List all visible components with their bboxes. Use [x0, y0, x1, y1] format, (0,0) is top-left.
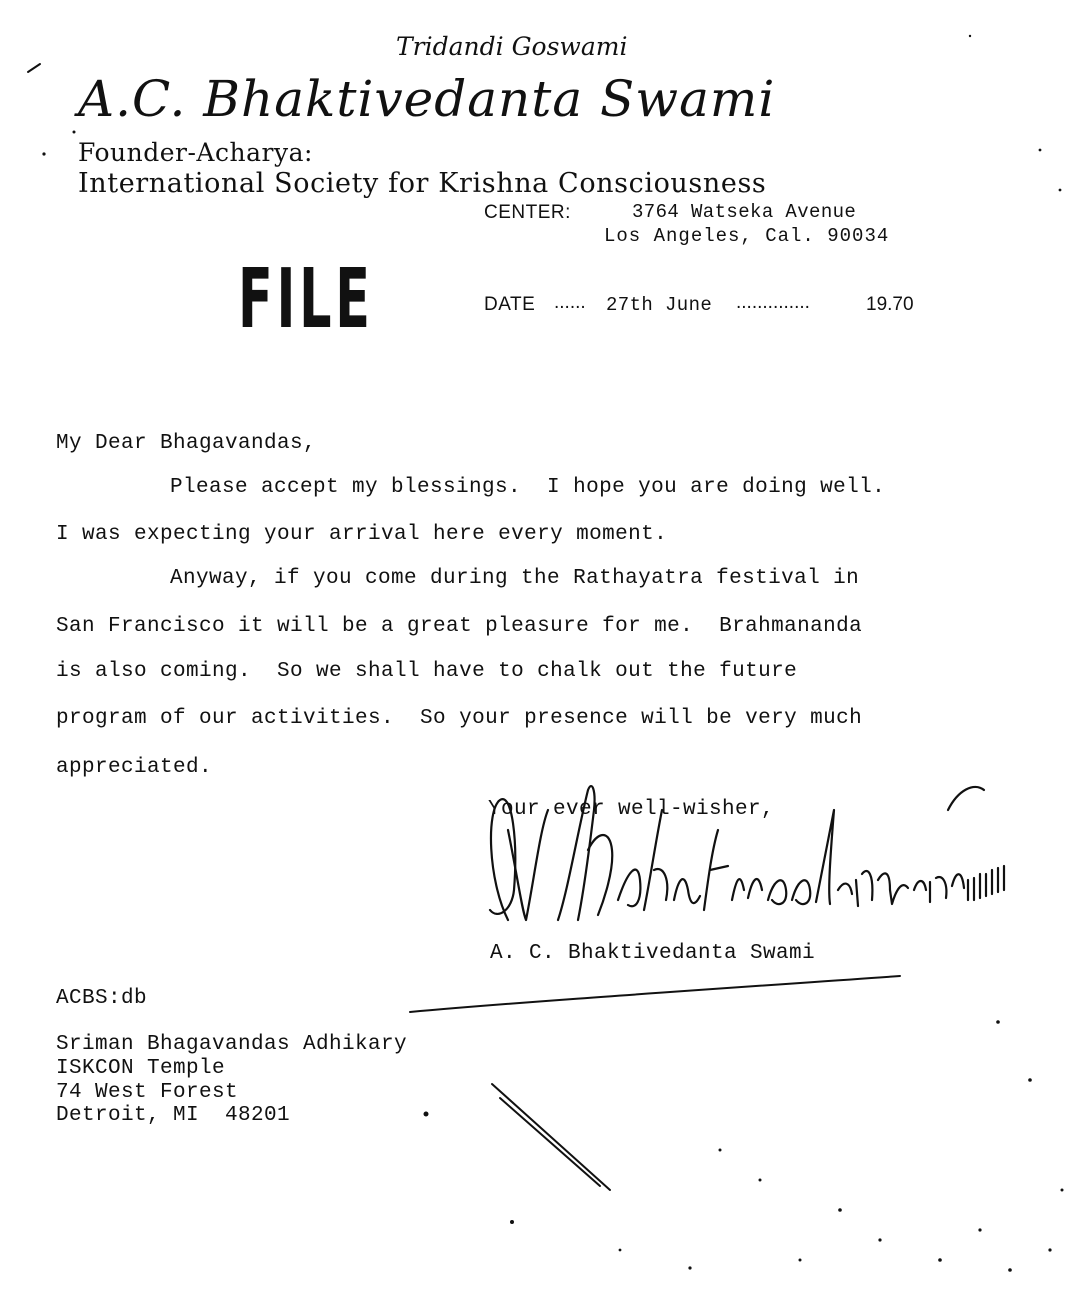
recipient-line2: ISKCON Temple [56, 1057, 226, 1080]
signer-name: A. C. Bhaktivedanta Swami [490, 942, 816, 965]
letterhead-name: A.C. Bhaktivedanta Swami [78, 70, 776, 128]
body-line: is also coming. So we shall have to chalk out the future [56, 660, 798, 683]
letterhead-role: Founder-Acharya: [78, 138, 313, 167]
typist-initials: ACBS:db [56, 987, 148, 1010]
date-label: DATE [484, 294, 536, 315]
body-line: Please accept my blessings. I hope you are doing well. [170, 476, 886, 499]
body-line: program of our activities. So your presence will be very much [56, 707, 863, 730]
salutation: My Dear Bhagavandas, [56, 432, 317, 455]
letterhead-society: International Society for Krishna Consciousness [78, 168, 767, 199]
letterhead-title-line: Tridandi Goswami [396, 32, 628, 61]
closing: Your ever well-wisher, [488, 798, 775, 821]
recipient-line4: Detroit, MI 48201 [56, 1104, 291, 1127]
recipient-line1: Sriman Bhagavandas Adhikary [56, 1033, 408, 1056]
date-year: 19.70 [866, 294, 914, 315]
center-address-line1: 3764 Watseka Avenue [632, 201, 857, 223]
body-line: Anyway, if you come during the Rathayatra festival in [170, 567, 860, 590]
body-line: appreciated. [56, 756, 213, 779]
center-address-line2: Los Angeles, Cal. 90034 [604, 225, 890, 247]
center-label: CENTER: [484, 202, 571, 223]
date-leader-after: .............. [736, 292, 810, 313]
date-leader-before: ...... [554, 292, 586, 313]
file-stamp: FILE [238, 252, 374, 347]
recipient-line3: 74 West Forest [56, 1081, 239, 1104]
body-line: San Francisco it will be a great pleasure for me. Brahmananda [56, 615, 863, 638]
body-line: I was expecting your arrival here every moment. [56, 523, 668, 546]
date-value: 27th June [606, 294, 713, 316]
